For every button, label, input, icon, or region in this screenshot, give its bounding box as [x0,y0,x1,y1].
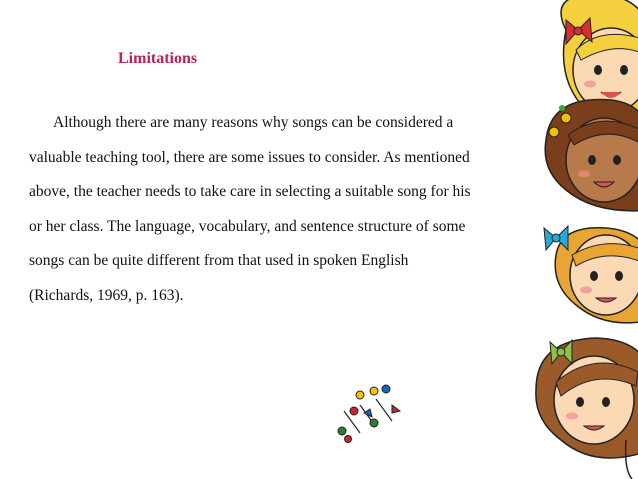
kid-2 [545,100,638,211]
kid-3 [544,226,638,323]
paragraph-line: songs can be quite different from that used in spoken English [29,252,409,269]
kid-4 [536,338,638,479]
paragraph-line: (Richards, 1969, p. 163). [29,286,184,304]
paragraph-line: or her class. The language, vocabulary, and sentence structure of some [29,217,466,235]
kids-illustration [506,0,638,479]
paragraph-line: valuable teaching tool, there are some issues to consider. As mentioned [29,148,470,166]
slide-paragraph [29,111,549,318]
paragraph-line: above, the teacher needs to take care in selecting a suitable song for his [29,183,471,200]
music-notes-icon [334,383,406,443]
slide-heading: Limitations [118,50,198,67]
paragraph-line: Although there are many reasons why songs can be considered a [53,114,454,131]
